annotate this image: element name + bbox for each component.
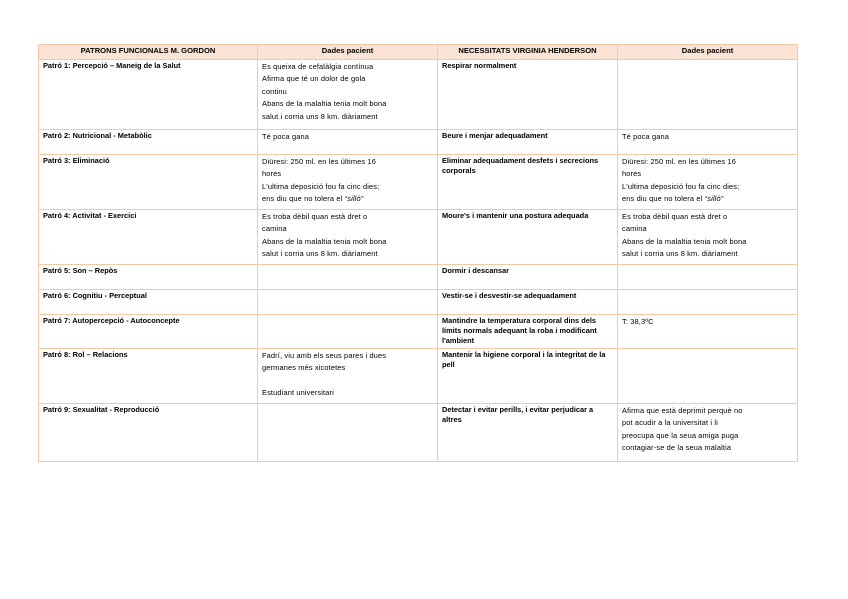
text-line: camina bbox=[262, 224, 287, 234]
henderson-need-cell: Mantindre la temperatura corporal dins dels límits normals adequant la roba i modificant l'ambient bbox=[438, 315, 618, 349]
patient-data-cell bbox=[618, 315, 798, 349]
text-line: germanes més xicotetes bbox=[262, 363, 346, 373]
text-line: pot acudir a la universitat i li bbox=[622, 418, 718, 428]
table-row bbox=[39, 265, 798, 290]
header-patient-data-1: Dades pacient bbox=[258, 45, 438, 60]
text-line: salut i corria uns 8 km. diàriament bbox=[262, 249, 378, 259]
table-row bbox=[39, 404, 798, 462]
text-line: salut i corria uns 8 km. diàriament bbox=[262, 111, 378, 121]
text-segment: ens diu que no tolera el bbox=[262, 194, 345, 204]
text-line: Té poca gana bbox=[622, 132, 669, 141]
patient-data-cell bbox=[258, 155, 438, 210]
gordon-pattern-cell: Patró 9: Sexualitat - Reproducció bbox=[39, 404, 258, 462]
text-line: Té poca gana bbox=[262, 132, 309, 141]
patient-data-cell bbox=[618, 155, 798, 210]
text-line: L'ultima deposició fou fa cinc dies; bbox=[262, 181, 380, 191]
text-line: preocupa que la seua amiga puga bbox=[622, 430, 739, 440]
henderson-need-cell: Moure's i mantenir una postura adequada bbox=[438, 210, 618, 265]
text-line: Abans de la malaltia tenia molt bona bbox=[262, 236, 387, 246]
henderson-need-cell: Mantenir la higiene corporal i la integritat de la pell bbox=[438, 349, 618, 404]
patient-data-cell bbox=[618, 290, 798, 315]
gordon-pattern-cell: Patró 5: Son – Repòs bbox=[39, 265, 258, 290]
table-row bbox=[39, 60, 798, 130]
gordon-henderson-table bbox=[38, 44, 798, 462]
text-segment: ens diu que no tolera el bbox=[622, 194, 705, 204]
patient-data-cell bbox=[618, 404, 798, 462]
gordon-pattern-cell: Patró 6: Cognitiu - Perceptual bbox=[39, 290, 258, 315]
text-line: Afirma que té un dolor de gola bbox=[262, 74, 366, 84]
patient-data-cell bbox=[618, 210, 798, 265]
text-line: Abans de la malaltia tenia molt bona bbox=[622, 236, 747, 246]
italic-quote: “silló” bbox=[704, 194, 724, 204]
text-line: continu bbox=[262, 86, 287, 96]
table-row bbox=[39, 315, 798, 349]
gordon-pattern-cell: Patró 7: Autopercepció - Autoconcepte bbox=[39, 315, 258, 349]
patient-data-cell bbox=[618, 349, 798, 404]
text-line: contagiar-se de la seua malaltia bbox=[622, 443, 732, 453]
text-line bbox=[262, 193, 433, 205]
patient-data-cell bbox=[258, 210, 438, 265]
henderson-need-cell: Eliminar adequadament desfets i secrecions corporals bbox=[438, 155, 618, 210]
text-line bbox=[622, 193, 793, 205]
patient-data-cell bbox=[618, 130, 798, 155]
table-row bbox=[39, 349, 798, 404]
patient-data-cell bbox=[258, 315, 438, 349]
patient-data-cell bbox=[258, 404, 438, 462]
gordon-pattern-cell: Patró 1: Percepció – Maneig de la Salut bbox=[39, 60, 258, 130]
henderson-need-cell: Vestir-se i desvestir-se adequadament bbox=[438, 290, 618, 315]
text-line: Fadrí, viu amb els seus pares i dues bbox=[262, 351, 387, 360]
italic-quote: “silló” bbox=[344, 194, 364, 204]
text-line: Diüresi: 250 ml. en les últimes 16 bbox=[622, 157, 736, 166]
gordon-pattern-cell: Patró 3: Eliminació bbox=[39, 155, 258, 210]
table-row bbox=[39, 130, 798, 155]
gordon-pattern-cell: Patró 8: Rol – Relacions bbox=[39, 349, 258, 404]
patient-data-cell bbox=[618, 265, 798, 290]
text-line: Es troba dèbil quan està dret o bbox=[262, 212, 368, 221]
patient-data-cell bbox=[258, 349, 438, 404]
blank-line bbox=[262, 375, 433, 387]
text-line: hores bbox=[262, 169, 282, 179]
text-line: salut i corria uns 8 km. diàriament bbox=[622, 249, 738, 259]
henderson-need-cell: Beure i menjar adequadament bbox=[438, 130, 618, 155]
henderson-need-cell: Dormir i descansar bbox=[438, 265, 618, 290]
text-line: camina bbox=[622, 224, 647, 234]
header-henderson-needs: NECESSITATS VIRGINIA HENDERSON bbox=[438, 45, 618, 60]
text-line: Diüresi: 250 ml. en les últimes 16 bbox=[262, 157, 376, 166]
text-line: Afirma que està deprimit perquè no bbox=[622, 406, 743, 415]
table-row bbox=[39, 290, 798, 315]
text-line: Estudiant universitari bbox=[262, 388, 334, 398]
text-line: Es troba dèbil quan està dret o bbox=[622, 212, 728, 221]
text-line: hores bbox=[622, 169, 642, 179]
text-line: Abans de la malaltia tenia molt bona bbox=[262, 99, 387, 109]
header-patient-data-2: Dades pacient bbox=[618, 45, 798, 60]
patient-data-cell bbox=[258, 290, 438, 315]
patient-data-cell bbox=[258, 60, 438, 130]
header-gordon-patterns: PATRONS FUNCIONALS M. GORDON bbox=[39, 45, 258, 60]
table-header-row bbox=[39, 45, 798, 60]
patient-data-cell bbox=[258, 265, 438, 290]
table-row bbox=[39, 210, 798, 265]
henderson-need-cell: Detectar i evitar perills, i evitar perjudicar a altres bbox=[438, 404, 618, 462]
text-line: T: 38,3ºC bbox=[622, 317, 654, 326]
gordon-pattern-cell: Patró 2: Nutricional - Metabòlic bbox=[39, 130, 258, 155]
gordon-pattern-cell: Patró 4: Activitat - Exercici bbox=[39, 210, 258, 265]
text-line: L'ultima deposició fou fa cinc dies; bbox=[622, 181, 740, 191]
table-body bbox=[39, 60, 798, 462]
table-row bbox=[39, 155, 798, 210]
patient-data-cell bbox=[258, 130, 438, 155]
patient-data-cell bbox=[618, 60, 798, 130]
text-line: Es queixa de cefalàlgia contínua bbox=[262, 62, 374, 71]
henderson-need-cell: Respirar normalment bbox=[438, 60, 618, 130]
